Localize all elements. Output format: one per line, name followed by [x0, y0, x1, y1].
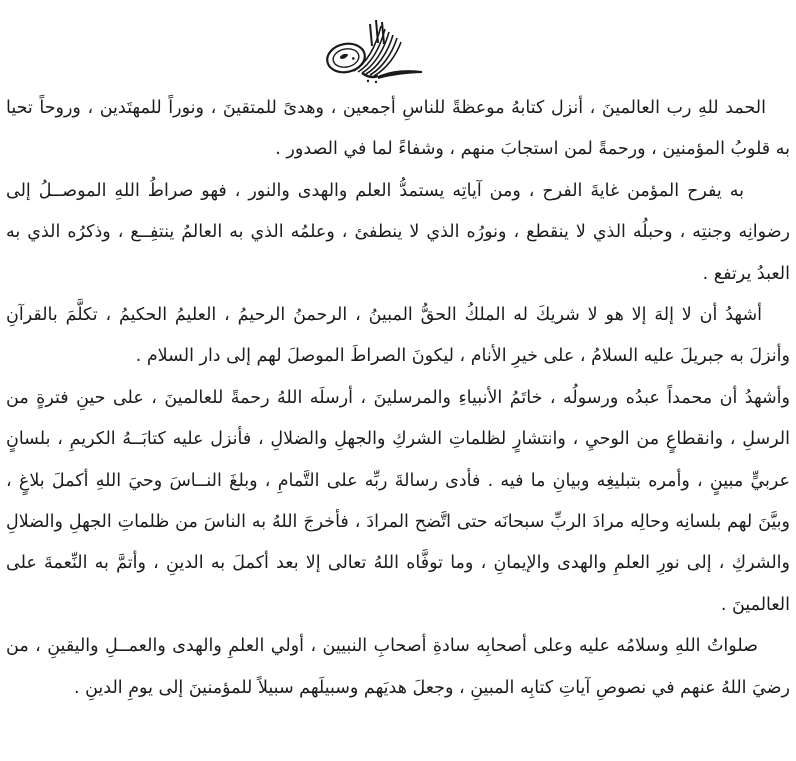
paragraph-hamd: الحمد للهِ رب العالمينَ ، أنزل كتابهُ موعظةً للناسِ أجمعين ، وهدىً للمتقينَ ، ونوراً للمهتَدين ، وروحاً تحيا به قلوبُ المؤمنين ، ورحمةً لمن استجابَ منهم ، وشفاءً لما في الصدور .	[6, 98, 790, 160]
paragraph-shahada-messenger: وأشهدُ أن محمداً عبدُه ورسولُه ، خاتَمُ الأنبياءِ والمرسلينَ ، أرسلَه اللهُ رحمةً للعالمينَ ، على حينِ فترةٍ من الرسلِ ، وانقطاعٍ من الوحيِ ، وانتشارٍ لظلماتِ الشركِ والجهلِ والضلالِ ، فأنزل عليه كتابَــهُ الكريمِ ، بلسانٍ عربيٍّ مبينٍ ، وأمره بتبليغِه وبيانِ ما فيه . فأدى رسالةَ ربِّه على التَّمامِ ، وبلغَ النــاسَ وحيَ اللهِ أكملَ بلاغٍ ، وبيَّنَ لهم بلسانِه وحالِه مرادَ الربِّ سبحانَه حتى اتَّضح المرادَ ، فأخرجَ اللهُ به الناسَ من ظلماتِ الجهلِ والضلالِ والشركِ ، إلى نورِ العلمِ والهدى والإيمانِ ، وما توفَّاه اللهُ تعالى إلا بعد أكملَ به الدينِ ، وأتمَّ به النِّعمةَ على العالمينَ .	[6, 387, 790, 615]
paragraph-quran-virtues: به يفرح المؤمن غايةَ الفرح ، ومن آياتِه يستمدُّ العلم والهدى والنور ، فهو صراطُ اللهِ الموصــلُ إلى رضوانِه وجنتِه ، وحبلُه الذي لا ينقطع ، ونورُه الذي لا ينطفئ ، وعلمُه الذي به العالمُ ينتفِــع ، وذكرُه الذي به العبدُ يرتفع .	[6, 180, 790, 284]
paragraph-shahada-tawhid: أشهدُ أن لا إلهَ إلا هو لا شريكَ له الملكُ الحقُّ المبينُ ، الرحمنُ الرحيمُ ، العليمُ الحكيمُ ، تكلَّمَ بالقرآنِ وأنزلَ به جبريلَ عليه السلامُ ، على خيرِ الأنام ، ليكونَ الصراطَ الموصلَ لهم إلى دار السلام .	[6, 305, 790, 367]
document-body	[6, 88, 790, 709]
basmala-tughra-calligraphy-icon	[318, 16, 428, 88]
paragraph-salawat: صلواتُ اللهِ وسلامُه عليه وعلى أصحابِه سادةِ أصحابِ النبيين ، أولي العلمِ والهدى والعمــلِ واليقينِ ، من رضيَ اللهُ عنهم في نصوصِ آياتِ كتابِه المبينِ ، وجعلَ هديَهم وسبيلَهم سبيلاً للمؤمنينَ إلى يومِ الدينِ .	[6, 636, 790, 698]
